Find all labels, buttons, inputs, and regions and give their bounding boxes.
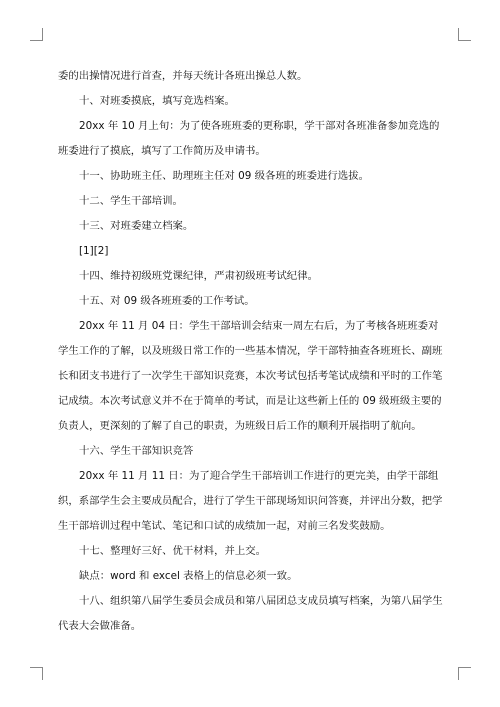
paragraph-shortcoming: 缺点：word 和 excel 表格上的信息必须一致。 <box>79 570 298 582</box>
crop-mark-top-right <box>458 28 471 41</box>
paragraph-october-note: 20xx 年 10 月上旬：为了使各班班委的更称职，学干部对各班准备参加竞选的班委进行了摸底，填写了工作简历及申请书。 <box>58 120 440 157</box>
paragraph-item-14: 十四、维持初级班党课纪律，严肃初级班考试纪律。 <box>79 270 318 282</box>
paragraph-nov-11-note: 20xx 年 11 月 11 日：为了迎合学生干部培训工作进行的更完美，由学干部组织，系部学生会主要成员配合，进行了学生干部现场知识问答赛，并评出分数，把学生干部培训过程中笔试、笔记和口试的成绩加一起，对前三名发奖鼓励。 <box>58 470 443 532</box>
paragraph-continuation: 委的出操情况进行首查，并每天统计各班出操总人数。 <box>58 70 308 82</box>
paragraph-item-18: 十八、组织第八届学生委员会成员和第八届团总支成员填写档案，为第八届学生代表大会做准备。 <box>58 595 443 632</box>
paragraph-item-13: 十三、对班委建立档案。 <box>79 220 194 232</box>
paragraph-nov-04-note: 20xx 年 11 月 04 日：学生干部培训会结束一周左右后，为了考核各班班委对学生工作的了解，以及班级日常工作的一些基本情况，学干部特抽查各班班长、副班长和团支书进行了一次学生干部知识竞赛，本次考试包括考笔试成绩和平时的工作笔记成绩。本次考试意义并不在于简单的考试，而是让这些新上任的 09 级班级主要的负责人，更深刻的了解了自己的职责，为班级日后工作的顺利开展指明了航向。 <box>58 320 443 432</box>
crop-mark-bottom-left <box>30 667 43 680</box>
crop-mark-top-left <box>30 28 43 41</box>
document-body <box>58 64 444 639</box>
paragraph-item-12: 十二、学生干部培训。 <box>79 195 183 207</box>
paragraph-item-15: 十五、对 09 级各班班委的工作考试。 <box>79 295 255 307</box>
paragraph-footnote-refs: [1][2] <box>79 245 109 257</box>
paragraph-item-17: 十七、整理好三好、优干材料，并上交。 <box>79 545 267 557</box>
crop-mark-bottom-right <box>458 667 471 680</box>
paragraph-item-16: 十六、学生干部知识竞答 <box>79 445 194 457</box>
paragraph-item-11: 十一、协助班主任、助理班主任对 09 级各班的班委进行选拔。 <box>79 170 369 182</box>
paragraph-item-10: 十、对班委摸底，填写竞选档案。 <box>79 95 235 107</box>
